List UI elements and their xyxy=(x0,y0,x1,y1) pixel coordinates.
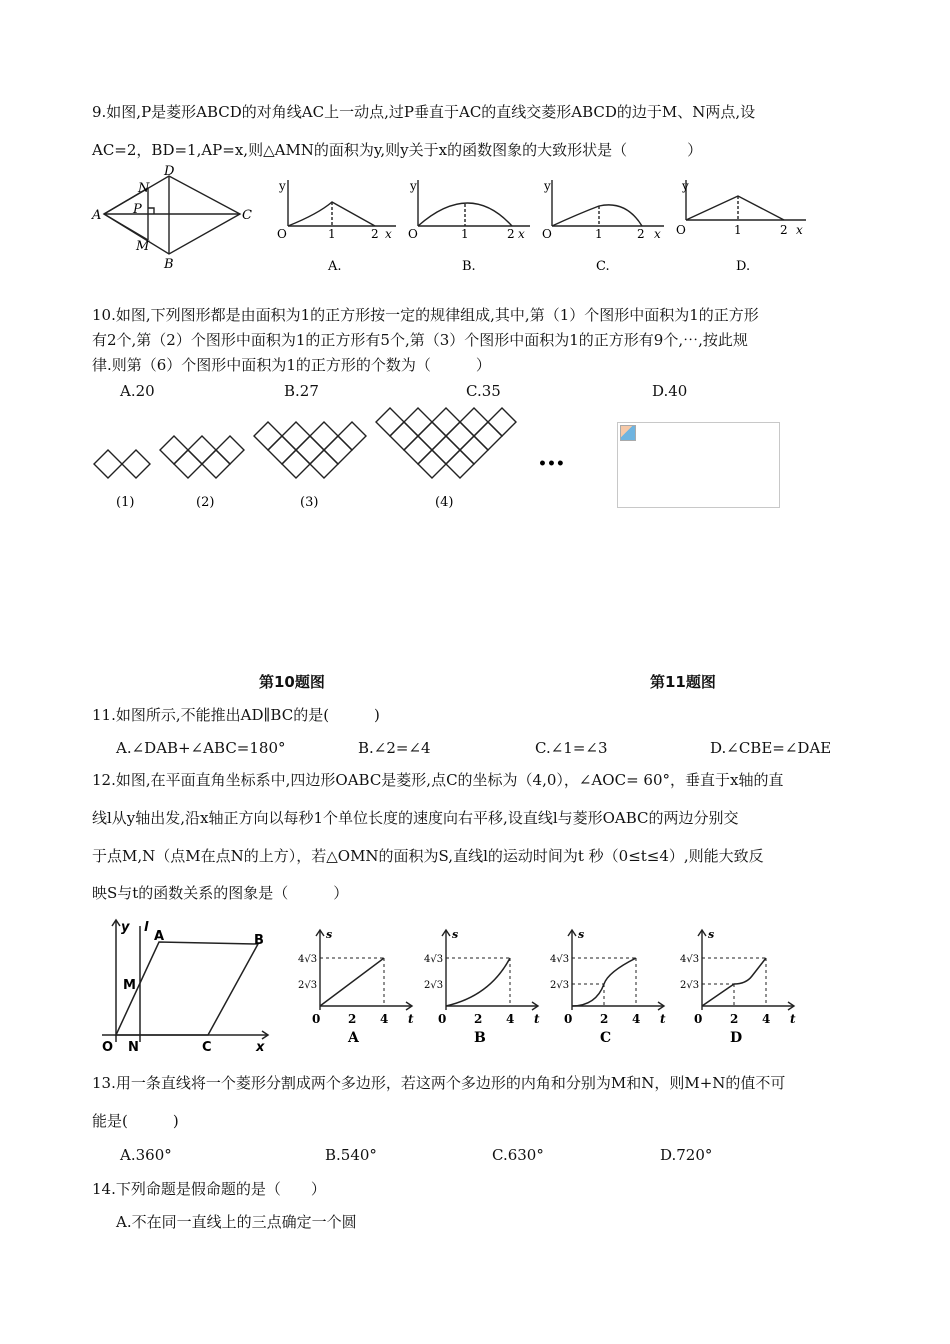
origin: 0 xyxy=(312,1012,321,1026)
ytick-lo: 2√3 xyxy=(298,980,318,991)
q12-axis-y: y xyxy=(121,920,130,935)
q10-pattern-4 xyxy=(376,408,516,478)
square xyxy=(94,450,122,478)
q12-graph-D xyxy=(680,928,796,1046)
square xyxy=(418,450,446,478)
axis-y: y xyxy=(682,179,689,193)
tick-2: 2 xyxy=(730,1012,739,1026)
square xyxy=(174,450,202,478)
square xyxy=(432,436,460,464)
square xyxy=(324,436,352,464)
q12-label-C: C xyxy=(202,1040,212,1055)
q12-line-1: 12.如图,在平面直角坐标系中,四边形OABC是菱形,点C的坐标为（4,0），∠AOC= 60°，垂直于x轴的直 xyxy=(92,771,784,789)
q9-graph-C xyxy=(538,178,668,273)
graph-label: B xyxy=(474,1030,486,1046)
q12-line-l: l xyxy=(144,920,149,935)
graph-label-D: D. xyxy=(736,259,751,274)
graph-label: C xyxy=(600,1030,612,1046)
axis-s: s xyxy=(452,928,459,941)
square xyxy=(460,408,488,436)
square xyxy=(216,436,244,464)
square xyxy=(310,450,338,478)
q10-pattern-figures xyxy=(88,408,568,523)
tick-2: 2 xyxy=(371,227,379,241)
q10-line-1: 10.如图,下列图形都是由面积为1的正方形按一定的规律组成,其中,第（1）个图形中面积为1的正方形 xyxy=(92,306,759,324)
q10-fig-label: (4) xyxy=(435,495,454,510)
graph-label: D xyxy=(730,1030,743,1046)
tick-1: 1 xyxy=(461,227,469,241)
square xyxy=(282,450,310,478)
q13-option-d: D.720° xyxy=(660,1146,713,1164)
q10-fig-label: (3) xyxy=(300,495,319,510)
q9-graph-A xyxy=(270,178,400,273)
q12-label-N: N xyxy=(128,1040,139,1055)
q13-line-2: 能是( ) xyxy=(92,1112,179,1130)
q12-graph-B xyxy=(424,928,540,1046)
q10-line-2: 有2个,第（2）个图形中面积为1的正方形有5个,第（3）个图形中面积为1的正方形有9个,⋯,按此规 xyxy=(92,331,748,349)
origin: 0 xyxy=(564,1012,573,1026)
origin: O xyxy=(542,227,552,241)
graph-label-A: A. xyxy=(328,259,342,274)
ytick-hi: 4√3 xyxy=(424,954,444,965)
square xyxy=(404,408,432,436)
q14-line-1: 14.下列命题是假命题的是（ ） xyxy=(92,1180,326,1198)
q11-caption: 第11题图 xyxy=(650,673,716,691)
q9-label-P: P xyxy=(133,202,142,217)
square xyxy=(282,422,310,450)
square xyxy=(202,450,230,478)
origin: 0 xyxy=(694,1012,703,1026)
q12-label-B: B xyxy=(254,933,264,948)
tick-2: 2 xyxy=(780,223,788,237)
tick-4: 4 xyxy=(762,1012,771,1026)
q9-label-N: N xyxy=(138,181,150,196)
graph-label-C: C. xyxy=(596,259,610,274)
tick-2: 2 xyxy=(348,1012,357,1026)
q13-option-b: B.540° xyxy=(325,1146,377,1164)
axis-t: t xyxy=(534,1012,540,1026)
ytick-hi: 4√3 xyxy=(298,954,318,965)
q11-line-1: 11.如图所示,不能推出AD∥BC的是( ) xyxy=(92,706,380,724)
tick-1: 1 xyxy=(734,223,742,237)
q11-option-d: D.∠CBE=∠DAE xyxy=(710,739,832,757)
axis-x: x xyxy=(518,227,525,241)
square xyxy=(160,436,188,464)
tick-4: 4 xyxy=(632,1012,641,1026)
q13-option-a: A.360° xyxy=(120,1146,172,1164)
axis-y: y xyxy=(279,179,286,193)
graph-label-B: B. xyxy=(462,259,476,274)
square xyxy=(376,408,404,436)
q12-axis-x: x xyxy=(256,1040,265,1055)
q12-label-A: A xyxy=(154,929,165,944)
origin: O xyxy=(277,227,287,241)
origin: 0 xyxy=(438,1012,447,1026)
square xyxy=(460,436,488,464)
square xyxy=(296,436,324,464)
square xyxy=(446,422,474,450)
axis-y: y xyxy=(410,179,417,193)
axis-y: y xyxy=(544,179,551,193)
square xyxy=(432,408,460,436)
q11-option-b: B.∠2=∠4 xyxy=(358,739,431,757)
tick-1: 1 xyxy=(595,227,603,241)
square xyxy=(254,422,282,450)
q11-figure-placeholder xyxy=(617,422,780,508)
square xyxy=(310,422,338,450)
origin: O xyxy=(676,223,686,237)
square xyxy=(390,422,418,450)
q12-curve xyxy=(320,958,384,1006)
square xyxy=(418,422,446,450)
q10-option-a: A.20 xyxy=(120,382,155,400)
q10-option-c: C.35 xyxy=(466,382,501,400)
q10-option-b: B.27 xyxy=(284,382,319,400)
q12-label-M: M xyxy=(123,978,136,993)
axis-s: s xyxy=(578,928,585,941)
q12-graph-C xyxy=(550,928,666,1046)
q10-fig-label: (2) xyxy=(196,495,215,510)
ytick-lo: 2√3 xyxy=(424,980,444,991)
axis-s: s xyxy=(326,928,333,941)
q10-option-d: D.40 xyxy=(652,382,688,400)
q9-rhombus-figure xyxy=(90,164,260,278)
q11-option-c: C.∠1=∠3 xyxy=(535,739,608,757)
q10-line-3: 律.则第（6）个图形中面积为1的正方形的个数为（ ） xyxy=(92,356,491,374)
axis-x: x xyxy=(654,227,661,241)
graph-label: A xyxy=(348,1030,359,1046)
ellipsis: ••• xyxy=(538,456,565,472)
square xyxy=(338,422,366,450)
q12-graphs xyxy=(294,926,814,1046)
square xyxy=(474,422,502,450)
ytick-hi: 4√3 xyxy=(550,954,570,965)
square xyxy=(488,408,516,436)
q12-graph-A xyxy=(298,928,414,1046)
square xyxy=(188,436,216,464)
tick-2: 2 xyxy=(474,1012,483,1026)
square xyxy=(404,436,432,464)
q13-line-1: 13.用一条直线将一个菱形分割成两个多边形，若这两个多边形的内角和分别为M和N，则M+N的值不可 xyxy=(92,1074,786,1092)
q10-pattern-3 xyxy=(254,422,366,478)
q9-graph-B xyxy=(404,178,534,273)
tick-2: 2 xyxy=(507,227,515,241)
axis-x: x xyxy=(796,223,803,237)
q12-curve xyxy=(446,958,510,1006)
q10-pattern-2 xyxy=(160,436,244,478)
q14-option-a: A.不在同一直线上的三点确定一个圆 xyxy=(116,1213,357,1231)
ytick-lo: 2√3 xyxy=(550,980,570,991)
ytick-hi: 4√3 xyxy=(680,954,700,965)
tick-4: 4 xyxy=(506,1012,515,1026)
q9-line-2: AC=2，BD=1,AP=x,则△AMN的面积为y,则y关于x的函数图象的大致形状是（ ） xyxy=(92,141,703,159)
q12-rhombus-figure xyxy=(98,914,278,1054)
q10-pattern-1 xyxy=(94,450,150,478)
q9-label-M: M xyxy=(136,239,150,254)
q11-option-a: A.∠DAB+∠ABC=180° xyxy=(116,739,286,757)
axis-s: s xyxy=(708,928,715,941)
q9-graph-D xyxy=(672,178,812,273)
square xyxy=(268,436,296,464)
ytick-lo: 2√3 xyxy=(680,980,700,991)
q9-label-B: B xyxy=(164,257,174,272)
q9-label-D: D xyxy=(164,164,175,179)
broken-image-icon xyxy=(620,425,636,441)
tick-2: 2 xyxy=(600,1012,609,1026)
axis-t: t xyxy=(790,1012,796,1026)
q12-line-2: 线l从y轴出发,沿x轴正方向以每秒1个单位长度的速度向右平移,设直线l与菱形OABC的两边分别交 xyxy=(92,809,739,827)
origin: O xyxy=(408,227,418,241)
q12-line-3: 于点M,N（点M在点N的上方），若△OMN的面积为S,直线l的运动时间为t 秒（0≤t≤4）,则能大致反 xyxy=(92,847,764,865)
q10-fig-label: (1) xyxy=(116,495,135,510)
square xyxy=(122,450,150,478)
axis-t: t xyxy=(660,1012,666,1026)
q10-caption: 第10题图 xyxy=(259,673,325,691)
axis-x: x xyxy=(385,227,392,241)
tick-1: 1 xyxy=(328,227,336,241)
q12-line-4: 映S与t的函数关系的图象是（ ） xyxy=(92,884,349,902)
tick-4: 4 xyxy=(380,1012,389,1026)
axis-t: t xyxy=(408,1012,414,1026)
q13-option-c: C.630° xyxy=(492,1146,544,1164)
q9-label-A: A xyxy=(92,208,102,223)
square xyxy=(446,450,474,478)
q9-line-1: 9.如图,P是菱形ABCD的对角线AC上一动点,过P垂直于AC的直线交菱形ABCD的边于M、N两点,设 xyxy=(92,103,756,121)
q9-label-C: C xyxy=(242,208,252,223)
tick-2: 2 xyxy=(637,227,645,241)
q12-label-O: O xyxy=(102,1040,114,1055)
